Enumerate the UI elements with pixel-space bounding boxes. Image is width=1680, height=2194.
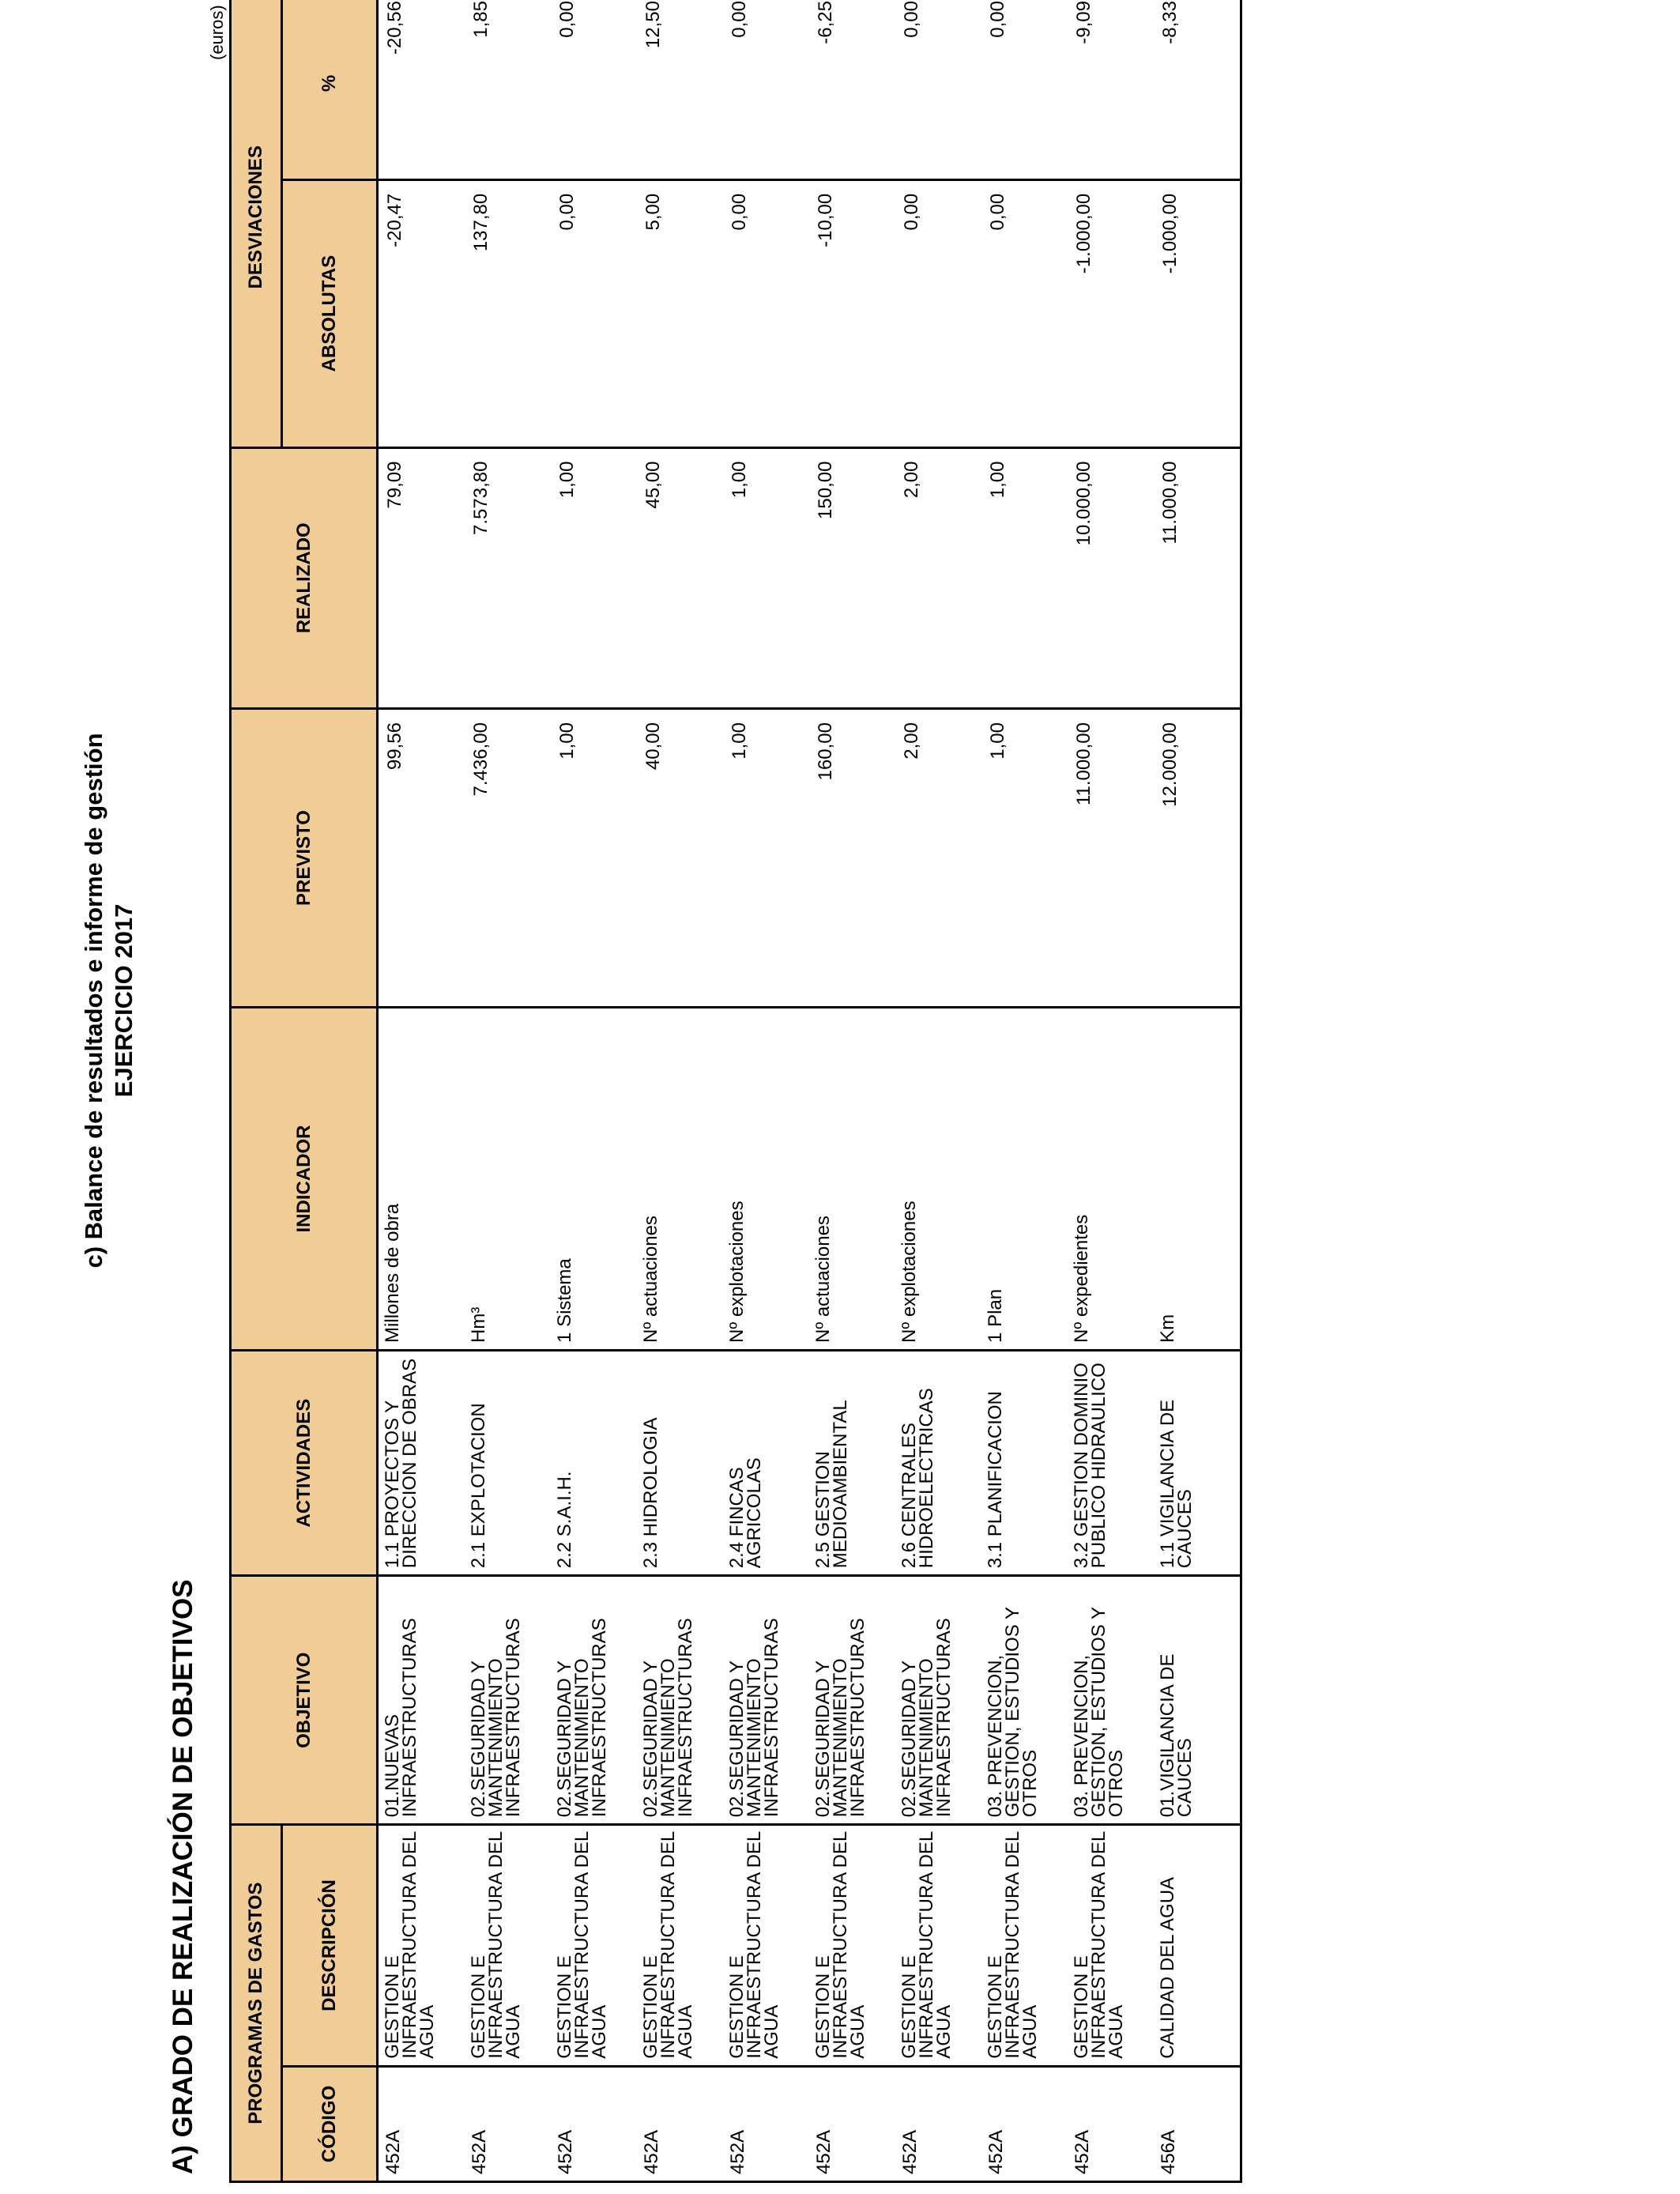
cell-porcentaje: -8,33 <box>1154 0 1241 179</box>
cell-porcentaje: 0,00 <box>551 0 637 179</box>
cell-indicador: Millones de obra <box>378 1008 465 1351</box>
table-row <box>809 0 895 2182</box>
header-codigo: CÓDIGO <box>282 2066 378 2181</box>
units-label: (euros) <box>207 5 227 60</box>
cell-porcentaje: -20,56 <box>378 0 465 179</box>
cell-indicador: Km <box>1154 1008 1241 1351</box>
cell-objetivo: 03. PREVENCION, GESTION, ESTUDIOS Y OTROS <box>981 1576 1068 1825</box>
cell-actividad: 2.5 GESTION MEDIOAMBIENTAL <box>809 1350 895 1575</box>
cell-absolutas: -1.000,00 <box>1068 179 1154 447</box>
cell-codigo: 452A <box>895 2066 981 2181</box>
cell-objetivo: 02.SEGURIDAD Y MANTENIMIENTO INFRAESTRUCTURAS <box>551 1576 637 1825</box>
cell-absolutas: -1.000,00 <box>1154 179 1241 447</box>
cell-previsto: 40,00 <box>637 709 723 1008</box>
cell-realizado: 1,00 <box>723 447 809 708</box>
table-row <box>465 0 551 2182</box>
cell-indicador: Hm³ <box>465 1008 551 1351</box>
cell-indicador: Nº actuaciones <box>637 1008 723 1351</box>
cell-codigo: 452A <box>465 2066 551 2181</box>
cell-actividad: 1.1 VIGILANCIA DE CAUCES <box>1154 1350 1241 1575</box>
document-title-line2: EJERCICIO 2017 <box>110 903 137 1098</box>
header-objetivo: OBJETIVO <box>231 1576 378 1825</box>
cell-porcentaje: 0,00 <box>895 0 981 179</box>
cell-actividad: 2.4 FINCAS AGRICOLAS <box>723 1350 809 1575</box>
cell-descripcion: GESTION E INFRAESTRUCTURA DEL AGUA <box>723 1825 809 2067</box>
header-porcentaje: % <box>282 0 378 179</box>
cell-descripcion: GESTION E INFRAESTRUCTURA DEL AGUA <box>637 1825 723 2067</box>
table-row <box>895 0 981 2182</box>
table-row <box>1068 0 1154 2182</box>
cell-previsto: 1,00 <box>551 709 637 1008</box>
header-actividades: ACTIVIDADES <box>231 1350 378 1575</box>
cell-codigo: 456A <box>1154 2066 1241 2181</box>
cell-descripcion: CALIDAD DEL AGUA <box>1154 1825 1241 2067</box>
cell-objetivo: 02.SEGURIDAD Y MANTENIMIENTO INFRAESTRUCTURAS <box>637 1576 723 1825</box>
cell-codigo: 452A <box>637 2066 723 2181</box>
header-group-row <box>231 0 282 2182</box>
cell-absolutas: 0,00 <box>551 179 637 447</box>
cell-realizado: 7.573,80 <box>465 447 551 708</box>
document-title-line1: c) Balance de resultados e informe de gestión <box>80 733 107 1269</box>
table-row <box>637 0 723 2182</box>
objectives-table <box>229 0 1242 2183</box>
cell-actividad: 3.1 PLANIFICACION <box>981 1350 1068 1575</box>
cell-previsto: 11.000,00 <box>1068 709 1154 1008</box>
cell-objetivo: 02.SEGURIDAD Y MANTENIMIENTO INFRAESTRUCTURAS <box>895 1576 981 1825</box>
cell-absolutas: 0,00 <box>895 179 981 447</box>
cell-indicador: 1 Plan <box>981 1008 1068 1351</box>
cell-objetivo: 02.SEGURIDAD Y MANTENIMIENTO INFRAESTRUCTURAS <box>809 1576 895 1825</box>
header-desviaciones: DESVIACIONES <box>231 0 282 447</box>
cell-absolutas: 0,00 <box>981 179 1068 447</box>
cell-realizado: 79,09 <box>378 447 465 708</box>
cell-indicador: Nº explotaciones <box>895 1008 981 1351</box>
cell-objetivo: 02.SEGURIDAD Y MANTENIMIENTO INFRAESTRUCTURAS <box>723 1576 809 1825</box>
header-absolutas: ABSOLUTAS <box>282 179 378 447</box>
header-descripcion: DESCRIPCIÓN <box>282 1825 378 2067</box>
cell-actividad: 2.1 EXPLOTACION <box>465 1350 551 1575</box>
cell-actividad: 3.2 GESTION DOMINIO PUBLICO HIDRAULICO <box>1068 1350 1154 1575</box>
cell-absolutas: 0,00 <box>723 179 809 447</box>
table-row <box>551 0 637 2182</box>
cell-descripcion: GESTION E INFRAESTRUCTURA DEL AGUA <box>551 1825 637 2067</box>
cell-actividad: 2.2 S.A.I.H. <box>551 1350 637 1575</box>
table-row <box>1154 0 1241 2182</box>
cell-actividad: 1.1 PROYECTOS Y DIRECCION DE OBRAS <box>378 1350 465 1575</box>
cell-indicador: 1 Sistema <box>551 1008 637 1351</box>
cell-absolutas: -20,47 <box>378 179 465 447</box>
cell-realizado: 1,00 <box>981 447 1068 708</box>
cell-codigo: 452A <box>981 2066 1068 2181</box>
cell-codigo: 452A <box>378 2066 465 2181</box>
header-previsto: PREVISTO <box>231 709 378 1008</box>
cell-realizado: 1,00 <box>551 447 637 708</box>
cell-realizado: 150,00 <box>809 447 895 708</box>
cell-porcentaje: 0,00 <box>723 0 809 179</box>
cell-porcentaje: 1,85 <box>465 0 551 179</box>
cell-previsto: 1,00 <box>723 709 809 1008</box>
cell-descripcion: GESTION E INFRAESTRUCTURA DEL AGUA <box>809 1825 895 2067</box>
cell-porcentaje: -9,09 <box>1068 0 1154 179</box>
cell-objetivo: 01.NUEVAS INFRAESTRUCTURAS <box>378 1576 465 1825</box>
cell-indicador: Nº expedientes <box>1068 1008 1154 1351</box>
cell-objetivo: 02.SEGURIDAD Y MANTENIMIENTO INFRAESTRUCTURAS <box>465 1576 551 1825</box>
cell-porcentaje: 12,50 <box>637 0 723 179</box>
cell-descripcion: GESTION E INFRAESTRUCTURA DEL AGUA <box>378 1825 465 2067</box>
cell-previsto: 7.436,00 <box>465 709 551 1008</box>
header-realizado: REALIZADO <box>231 447 378 708</box>
cell-indicador: Nº explotaciones <box>723 1008 809 1351</box>
cell-previsto: 12.000,00 <box>1154 709 1241 1008</box>
cell-descripcion: GESTION E INFRAESTRUCTURA DEL AGUA <box>981 1825 1068 2067</box>
cell-absolutas: 5,00 <box>637 179 723 447</box>
cell-realizado: 45,00 <box>637 447 723 708</box>
section-title: A) GRADO DE REALIZACIÓN DE OBJETIVOS <box>168 1579 198 2174</box>
table-body <box>378 0 1241 2182</box>
document-title <box>79 0 139 2194</box>
cell-previsto: 1,00 <box>981 709 1068 1008</box>
table-row <box>723 0 809 2182</box>
cell-descripcion: GESTION E INFRAESTRUCTURA DEL AGUA <box>895 1825 981 2067</box>
cell-codigo: 452A <box>551 2066 637 2181</box>
cell-absolutas: -10,00 <box>809 179 895 447</box>
cell-previsto: 160,00 <box>809 709 895 1008</box>
table-row <box>981 0 1068 2182</box>
cell-porcentaje: 0,00 <box>981 0 1068 179</box>
cell-objetivo: 01.VIGILANCIA DE CAUCES <box>1154 1576 1241 1825</box>
cell-codigo: 452A <box>809 2066 895 2181</box>
cell-realizado: 2,00 <box>895 447 981 708</box>
cell-codigo: 452A <box>1068 2066 1154 2181</box>
cell-actividad: 2.3 HIDROLOGIA <box>637 1350 723 1575</box>
cell-realizado: 11.000,00 <box>1154 447 1241 708</box>
cell-previsto: 99,56 <box>378 709 465 1008</box>
table-row <box>378 0 465 2182</box>
cell-descripcion: GESTION E INFRAESTRUCTURA DEL AGUA <box>465 1825 551 2067</box>
cell-previsto: 2,00 <box>895 709 981 1008</box>
cell-codigo: 452A <box>723 2066 809 2181</box>
cell-indicador: Nº actuaciones <box>809 1008 895 1351</box>
cell-objetivo: 03. PREVENCION, GESTION, ESTUDIOS Y OTROS <box>1068 1576 1154 1825</box>
cell-actividad: 2.6 CENTRALES HIDROELECTRICAS <box>895 1350 981 1575</box>
cell-descripcion: GESTION E INFRAESTRUCTURA DEL AGUA <box>1068 1825 1154 2067</box>
cell-realizado: 10.000,00 <box>1068 447 1154 708</box>
header-indicador: INDICADOR <box>231 1008 378 1351</box>
cell-absolutas: 137,80 <box>465 179 551 447</box>
header-programas-de-gastos: PROGRAMAS DE GASTOS <box>231 1825 282 2182</box>
cell-porcentaje: -6,25 <box>809 0 895 179</box>
